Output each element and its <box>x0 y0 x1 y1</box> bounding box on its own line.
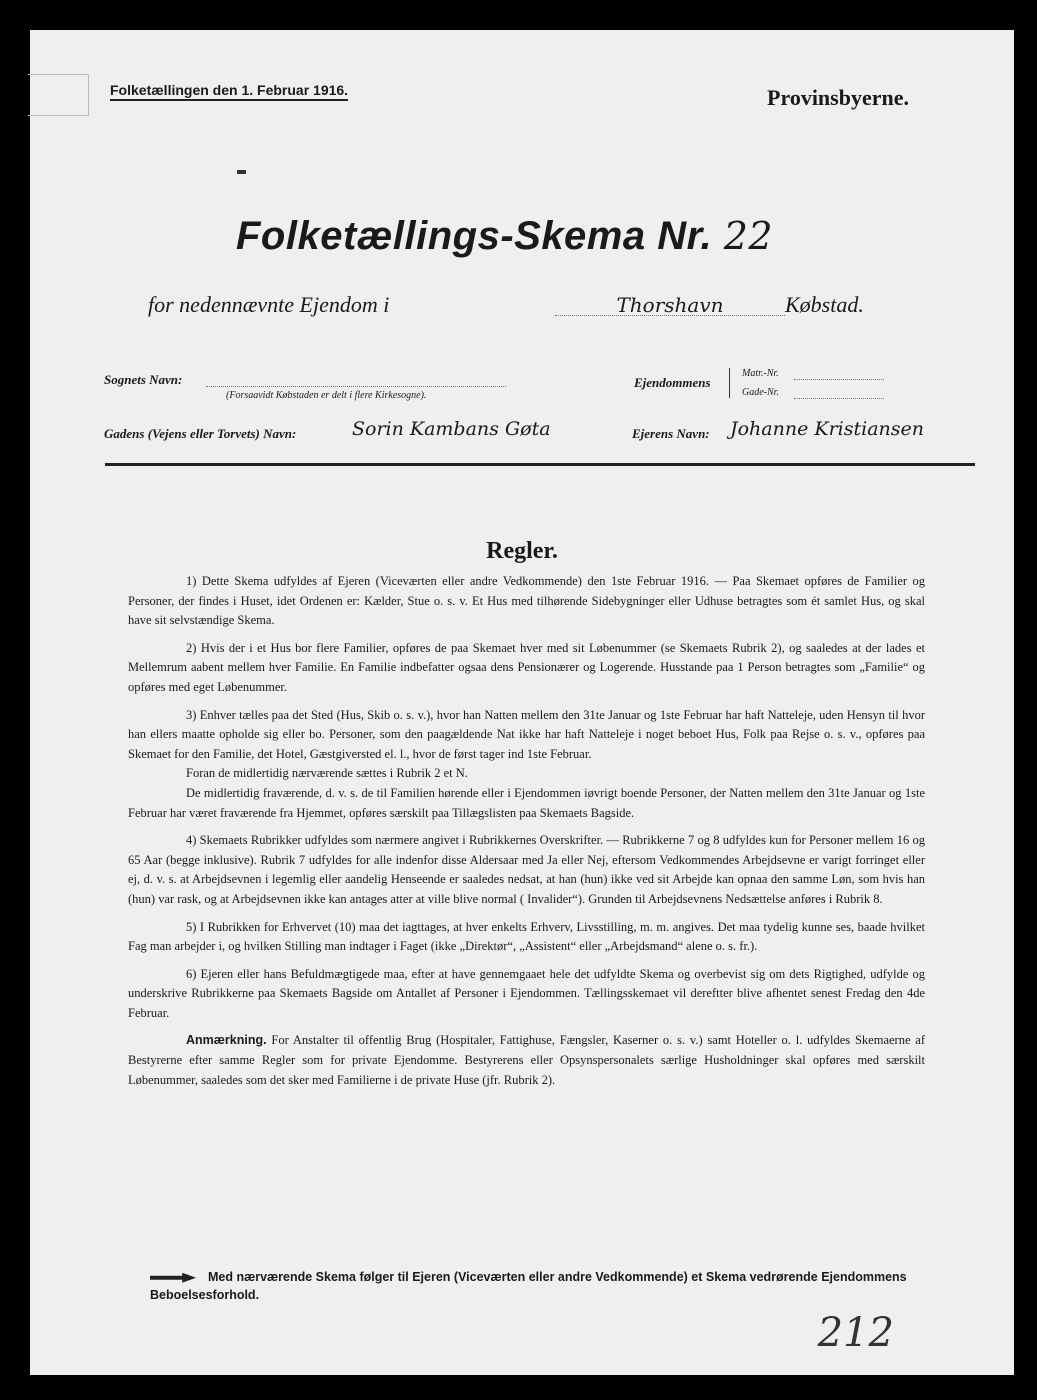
census-reference: Folketællingen den 1. Februar 1916. <box>110 82 348 101</box>
town-field: Thorshavn <box>555 293 785 316</box>
parish-label: Sognets Navn: <box>104 372 183 387</box>
ink-mark <box>237 170 246 174</box>
pointing-hand-icon <box>150 1273 196 1283</box>
footer-text: Med nærværende Skema følger til Ejeren (Viceværten eller andre Vedkommende) et Skema vedrørende Ejendommens Beboelsesforhold. <box>150 1270 907 1302</box>
rule-4: 4) Skemaets Rubrikker udfyldes som nærmere angivet i Rubrikkernes Overskrifter. — Rubrikkerne 7 og 8 udfyldes kun for Personer mellem 16 og 65 Aar (begge inklusive). Rubrik 7 udfyldes for alle indenfor disse Aldersaar med Ja eller Nej, eftersom Vedkommendes Arbejdsevne er varigt forringet eller ej, d. v. s. at Arbejdsevnen i legemlig eller aandelig Henseende er saaledes nedsat, at han (hun) ikke ved sit Arbejde kan opnaa den samme Løn, som hvis han (hun) var rask, og at Arbejdsevnen ikke kan antages atter at ville blive normal ( Invalider“). Grunden til Arbejdsevnens Nedsættelse anføres i Rubrik 8. <box>128 833 925 906</box>
rule-3: 3) Enhver tælles paa det Sted (Hus, Skib o. s. v.), hvor han Natten mellem den 31te Januar og 1ste Februar har haft Natteleje, uden Hensyn til hvor han ellers maatte opholde sig eller bo. Personer, som den paagældende Nat ikke har haft Natteleje i noget beboet Hus, Folk paa Rejse o. s. v., opføres paa Skemaet for den Familie, det Hotel, Gæstgiversted el. l., hvor de først tager ind 1ste Februar. <box>128 707 925 761</box>
form-title-text: Folketællings-Skema Nr. <box>236 214 713 258</box>
rule-3-temporary-present: Foran de midlertidig nærværende sættes i Rubrik 2 et N. <box>186 766 468 781</box>
rule-2: 2) Hvis der i et Hus bor flere Familier, opføres de paa Skemaet hver med sit Løbenummer (se Skemaets Rubrik 2), og saaledes at der lades et Mellemrum aabent mellem hver Familie. En Familie indbefatter ogsaa dens Pensionærer og Logerende. Husstande paa 1 Person betragtes som „Familie“ og opføres med eget Løbenummer. <box>128 640 925 694</box>
rules-heading: Regler. <box>486 538 558 564</box>
rule-6: 6) Ejeren eller hans Befuldmægtigede maa, efter at have gennemgaaet hele det udfyldte Skema og overbevist sig om dets Rigtighed, udfylde og underskrive Rubrikkerne paa Skemaets Bagside om Antallet af Personer i Ejendommen. Tællingsskemaet vil dereftter blive afhentet senest Fredag den 4de Februar. <box>128 966 925 1020</box>
gade-label: Gade-Nr. <box>742 387 779 398</box>
form-subtitle: for nedennævnte Ejendom i <box>148 292 390 317</box>
footer-notice <box>150 1268 940 1304</box>
rule-5: 5) I Rubrikken for Erhvervet (10) maa det iagttages, at hver enkelts Erhverv, Livsstilling, m. m. angives. Det maa tydelig kunne ses, baade hvilket Fag man arbejder i, og hvilken Stilling man indtager i Faget (ikke „Direktør“, „Assistent“ eller „Arbejdsmand“ alene o. s. fr.). <box>128 919 925 954</box>
census-form-page <box>30 30 1014 1375</box>
rules-body <box>128 572 925 1098</box>
street-value: Sorin Kambans Gøta <box>352 418 551 440</box>
gade-field <box>794 387 884 399</box>
owner-value: Johanne Kristiansen <box>730 418 924 440</box>
corner-stamp <box>28 74 89 116</box>
form-number-handwritten: 22 <box>723 214 774 258</box>
form-title <box>236 214 773 259</box>
property-label: Ejendommens <box>634 375 711 390</box>
rule-3-temporary-absent: De midlertidig fraværende, d. v. s. de til Familien hørende eller i Ejendommen iøvrigt boende Personer, der Natten mellem den 31te Januar og 1ste Februar har været fraværende fra Hjemmet, opføres særskilt paa Tillægslisten paa Skemaets Bagside. <box>128 785 925 820</box>
note-text: For Anstalter til offentlig Brug (Hospitaler, Fattighuse, Fængsler, Kaserner o. s. v.) samt Hoteller o. l. udfyldes Skemaerne af Bestyrerne efter samme Regler som for private Ejendomme. Bestyrerens eller Opsynspersonalets særlige Husholdninger skal opføres med særskilt Løbenummer, saaledes som det sker med Familierne i de private Huse (jfr. Rubrik 2). <box>128 1033 926 1087</box>
rule-1: 1) Dette Skema udfyldes af Ejeren (Viceværten eller andre Vedkommende) den 1ste Februar 1916. — Paa Skemaet opføres de Familier og Personer, der findes i Huset, idet Ordenen er: Kælder, Stue o. s. v. Et Hus med tilhørende Sidebygninger eller Udhuse betragtes som ét samlet Hus, og skal have sit selvstændige Skema. <box>128 574 925 628</box>
town-suffix: Købstad. <box>785 292 864 317</box>
parish-note: (Forsaavidt Købstaden er delt i flere Kirkesogne). <box>226 390 427 401</box>
region-heading: Provinsbyerne. <box>767 85 909 110</box>
matr-label: Matr.-Nr. <box>742 368 779 379</box>
street-label: Gadens (Vejens eller Torvets) Navn: <box>104 426 297 441</box>
owner-label: Ejerens Navn: <box>632 426 710 441</box>
horizontal-rule <box>105 463 975 466</box>
note <box>128 1031 925 1090</box>
brace <box>729 368 732 398</box>
matr-field <box>794 368 884 380</box>
page-number-handwritten: 212 <box>817 1310 894 1356</box>
parish-field <box>206 372 506 387</box>
note-label: Anmærkning. <box>186 1033 267 1048</box>
